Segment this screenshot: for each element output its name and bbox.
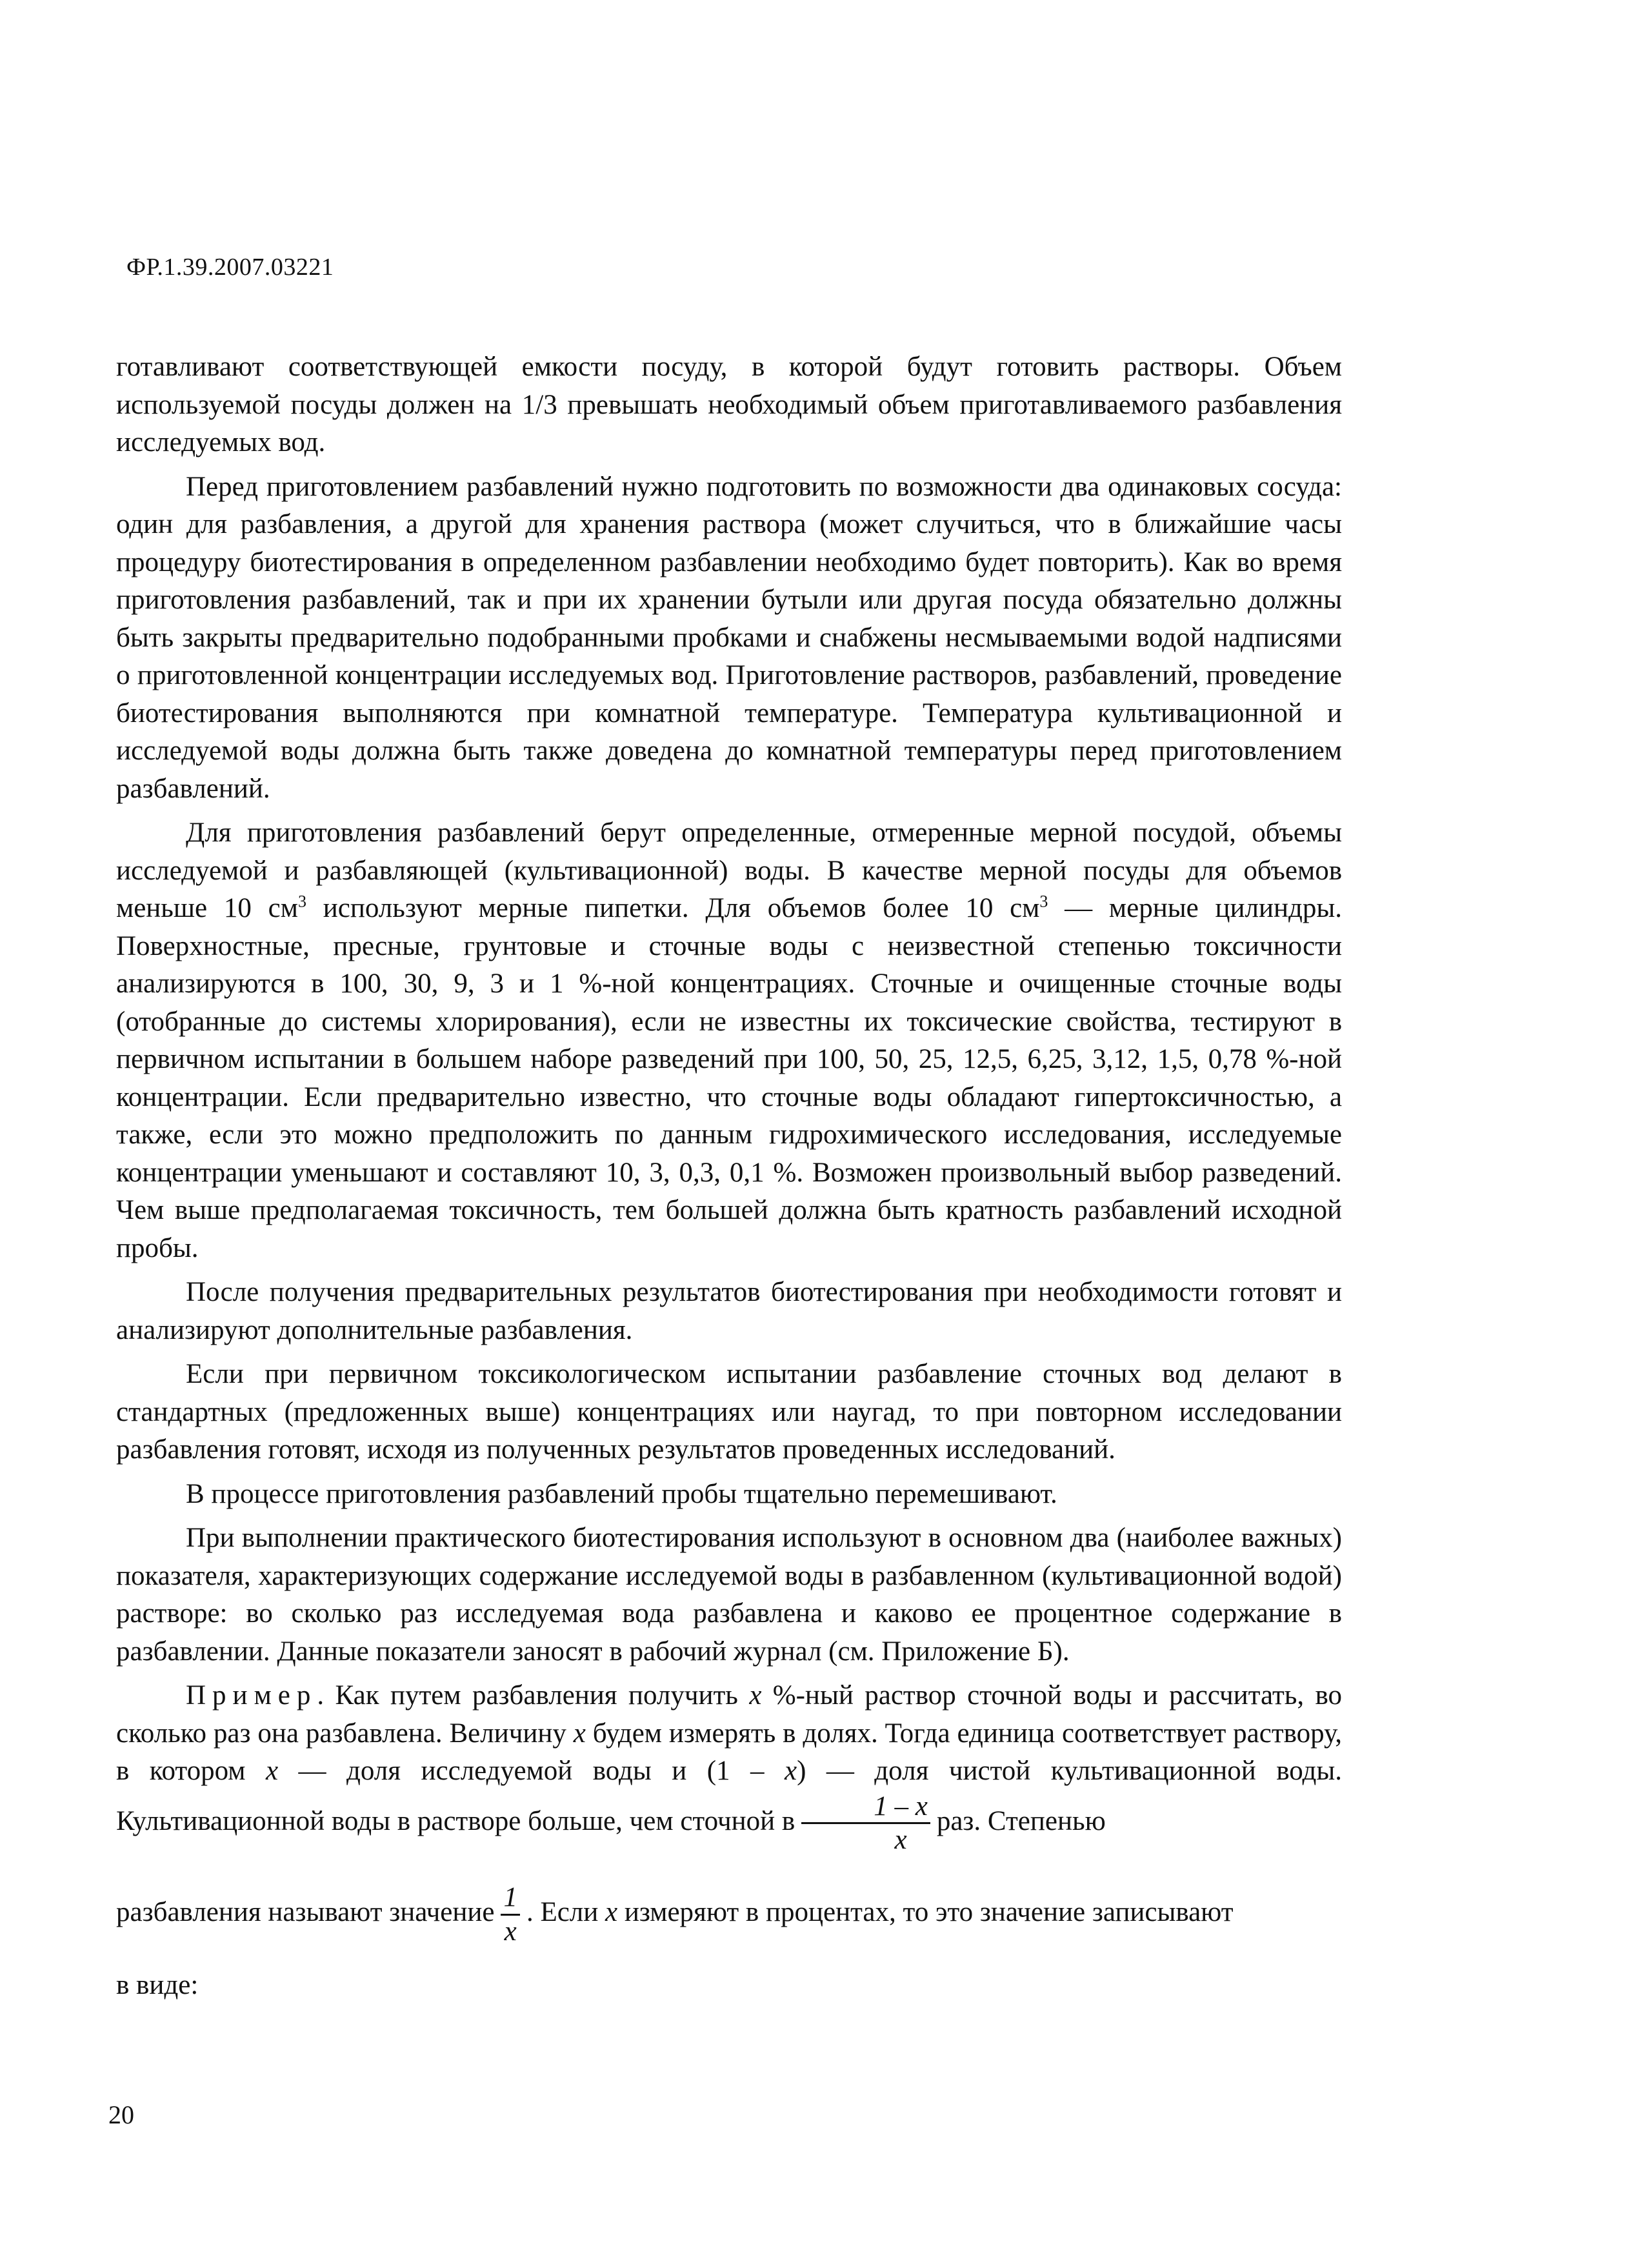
document-code: ФР.1.39.2007.03221 [126,254,334,281]
variable-x: x [605,1897,618,1928]
dilution-part-c: измеряют в процентах, то это значение записывают [617,1897,1234,1928]
paragraph-1: готавливают соответствующей емкости посуду, в которой будут готовить растворы. Объем используемой посуды должен на 1/3 превышать необходимый объем приготавливаемого разбавления исследуемых вод. [116,352,1342,457]
example-part-e: ) — доля чистой культивационной воды. Культивационной воды в растворе больше, чем сточной в [116,1756,1342,1836]
paragraph-3-part-b: используют мерные пипетки. Для объемов более 10 см [306,893,1040,923]
fraction-one-over-x [501,1882,520,1947]
superscript-3: 3 [297,892,306,911]
fraction-numerator: 1 – x [801,1791,930,1824]
page-body [116,348,1342,2011]
page-number: 20 [108,2100,134,2129]
fraction-denominator: x [504,1916,517,1947]
paragraph-5: Если при первичном токсикологическом испытании разбавление сточных вод делают в стандартных (предложенных выше) концентрациях или наугад, то при повторном исследовании разбавления готовят, исходя из полученных результатов проведенных исследований. [116,1359,1342,1465]
paragraph-7: При выполнении практического биотестирования используют в основном два (наиболее важных) показателя, характеризующих содержание исследуемой воды в разбавленном (культивационной водой) растворе: во сколько раз исследуемая вода разбавлена и каково ее процентное содержание в разбавлении. Данные показатели заносят в рабочий журнал (см. Приложение Б). [116,1523,1342,1667]
dilution-part-b: . Если [526,1897,606,1928]
paragraph-2: Перед приготовлением разбавлений нужно подготовить по возможности два одинаковых сосуда: один для разбавления, а другой для хранения раствора (может случиться, что в ближайшие часы процедуру биотестирования в определенном разбавлении необходимо будет повторить). Как во время приготовления разбавлений, так и при их хранении бутыли или другая посуда обязательно должны быть закрыты предварительно подобранными пробками и снабжены несмываемыми водой надписями о приготовленной концентрации исследуемых вод. Приготовление растворов, разбавлений, проведение биотестирования выполняются при комнатной температуре. Температура культивационной и исследуемой воды должна быть также доведена до комнатной температуры перед приготовлением разбавлений. [116,471,1342,804]
example-label: Пример [186,1680,317,1711]
fraction-numerator: 1 [501,1882,520,1915]
variable-x: x [784,1756,797,1786]
example-part-f: раз. Степенью [936,1805,1106,1836]
paragraph-3 [116,814,1342,1267]
dilution-part-a: разбавления называют значение [116,1897,495,1928]
superscript-3: 3 [1039,892,1048,911]
paragraph-10: в виде: [116,1970,199,2001]
fraction-one-minus-x-over-x [801,1791,930,1856]
example-paragraph [116,1677,1342,1856]
paragraph-3-part-a: Для приготовления разбавлений берут определенные, отмеренные мерной посудой, объемы исследуемой и разбавляющей (культивационной) воды. В качестве мерной посуды для объемов меньше 10 см [116,818,1342,923]
example-part-a: . Как путем разбавления получить [317,1680,750,1711]
dilution-degree-line [116,1882,1342,1947]
paragraph-6: В процессе приготовления разбавлений пробы тщательно перемешивают. [186,1478,1057,1509]
paragraph-4: После получения предварительных результатов биотестирования при необходимости готовят и анализируют дополнительные разбавления. [116,1277,1342,1345]
example-part-b: %-ный раствор сточной воды и рассчитать, во сколько раз она разбавлена. Величину [116,1680,1343,1749]
example-part-c: будем измерять в долях. Тогда единица соответствует раствору, в котором [116,1718,1342,1786]
variable-x: x [749,1680,762,1711]
variable-x: x [573,1718,586,1749]
paragraph-3-part-c: — мерные цилиндры. Поверхностные, пресные, грунтовые и сточные воды с неизвестной степенью токсичности анализируются в 100, 30, 9, 3 и 1 %-ной концентрациях. Сточные и очищенные сточные воды (отобранные до системы хлорирования), если не известны их токсические свойства, тестируют в первичном испытании в большем наборе разведений при 100, 50, 25, 12,5, 6,25, 3,12, 1,5, 0,78 %-ной концентрации. Если предварительно известно, что сточные воды обладают гипертоксичностью, а также, если это можно предположить по данным гидрохимического исследования, исследуемые концентрации уменьшают и составляют 10, 3, 0,3, 0,1 %. Возможен произвольный выбор разведений. Чем выше предполагаемая токсичность, тем большей должна быть кратность разбавлений исходной пробы. [116,893,1343,1263]
variable-x: x [265,1756,279,1786]
fraction-denominator: x [894,1824,907,1855]
example-part-d: — доля исследуемой воды и (1 – [278,1756,785,1786]
